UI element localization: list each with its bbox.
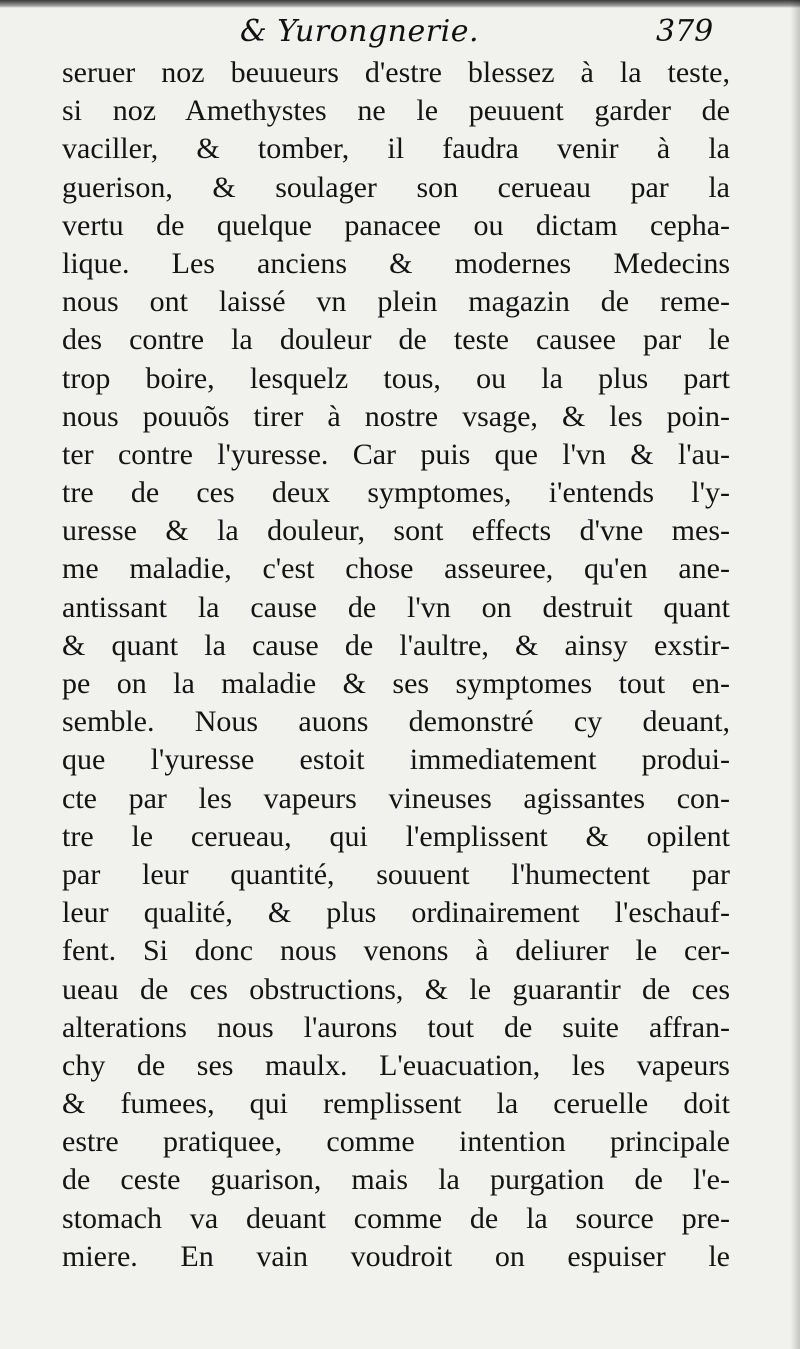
text-line: cte par les vapeurs vineuses agissantes con-: [62, 781, 730, 815]
text-line: seruer noz beuueurs d'estre blessez à la teste,: [62, 56, 730, 89]
text-line: tre le cerueau, qui l'emplissent & opilent: [62, 819, 730, 853]
text-line: ter contre l'yuresse. Car puis que l'vn & l'au-: [62, 437, 730, 471]
text-line: leur qualité, & plus ordinairement l'eschauf-: [62, 896, 730, 930]
text-line: & quant la cause de l'aultre, & ainsy exstir-: [62, 628, 730, 662]
text-line: chy de ses maulx. L'euacuation, les vapeurs: [62, 1048, 730, 1082]
page-number: 379: [656, 14, 714, 49]
text-line: si noz Amethystes ne le peuuent garder de: [62, 94, 730, 128]
body-text: [62, 54, 730, 1276]
text-line: miere. En vain voudroit on espuiser le: [62, 1239, 730, 1273]
text-line: que l'yuresse estoit immediatement produi-: [62, 743, 730, 777]
page-header: [0, 14, 800, 54]
text-line: uresse & la douleur, sont effects d'vne mes-: [62, 514, 730, 548]
text-line: pe on la maladie & ses symptomes tout en-: [62, 667, 730, 700]
text-line: antissant la cause de l'vn on destruit quant: [62, 590, 730, 624]
text-line: & fumees, qui remplissent la ceruelle doit: [62, 1087, 730, 1121]
text-line: fent. Si donc nous venons à deliurer le cer-: [62, 934, 730, 968]
text-line: ueau de ces obstructions, & le guarantir de ces: [62, 972, 730, 1006]
text-line: par leur quantité, souuent l'humectent par: [62, 857, 730, 891]
page-right-edge: [790, 0, 800, 1349]
text-line: semble. Nous auons demonstré cy deuant,: [62, 705, 730, 739]
page-top-edge: [0, 0, 800, 8]
text-line: me maladie, c'est chose asseuree, qu'en ane-: [62, 552, 730, 586]
running-title: & Yurongnerie.: [240, 14, 479, 49]
text-line: de ceste guarison, mais la purgation de l'e-: [62, 1163, 730, 1197]
text-line: nous ont laissé vn plein magazin de reme-: [62, 285, 730, 319]
text-line: alterations nous l'aurons tout de suite affran-: [62, 1010, 730, 1044]
text-line: lique. Les anciens & modernes Medecins: [62, 246, 730, 280]
text-line: stomach va deuant comme de la source pre-: [62, 1201, 730, 1235]
text-line: trop boire, lesquelz tous, ou la plus part: [62, 361, 730, 395]
text-line: vaciller, & tomber, il faudra venir à la: [62, 132, 730, 166]
text-line: tre de ces deux symptomes, i'entends l'y-: [62, 476, 730, 510]
text-line: nous pouuõs tirer à nostre vsage, & les poin-: [62, 399, 730, 433]
text-line: guerison, & soulager son cerueau par la: [62, 170, 730, 204]
text-line: vertu de quelque panacee ou dictam cepha-: [62, 208, 730, 242]
text-line: estre pratiquee, comme intention principale: [62, 1125, 730, 1159]
text-line: des contre la douleur de teste causee par le: [62, 323, 730, 357]
